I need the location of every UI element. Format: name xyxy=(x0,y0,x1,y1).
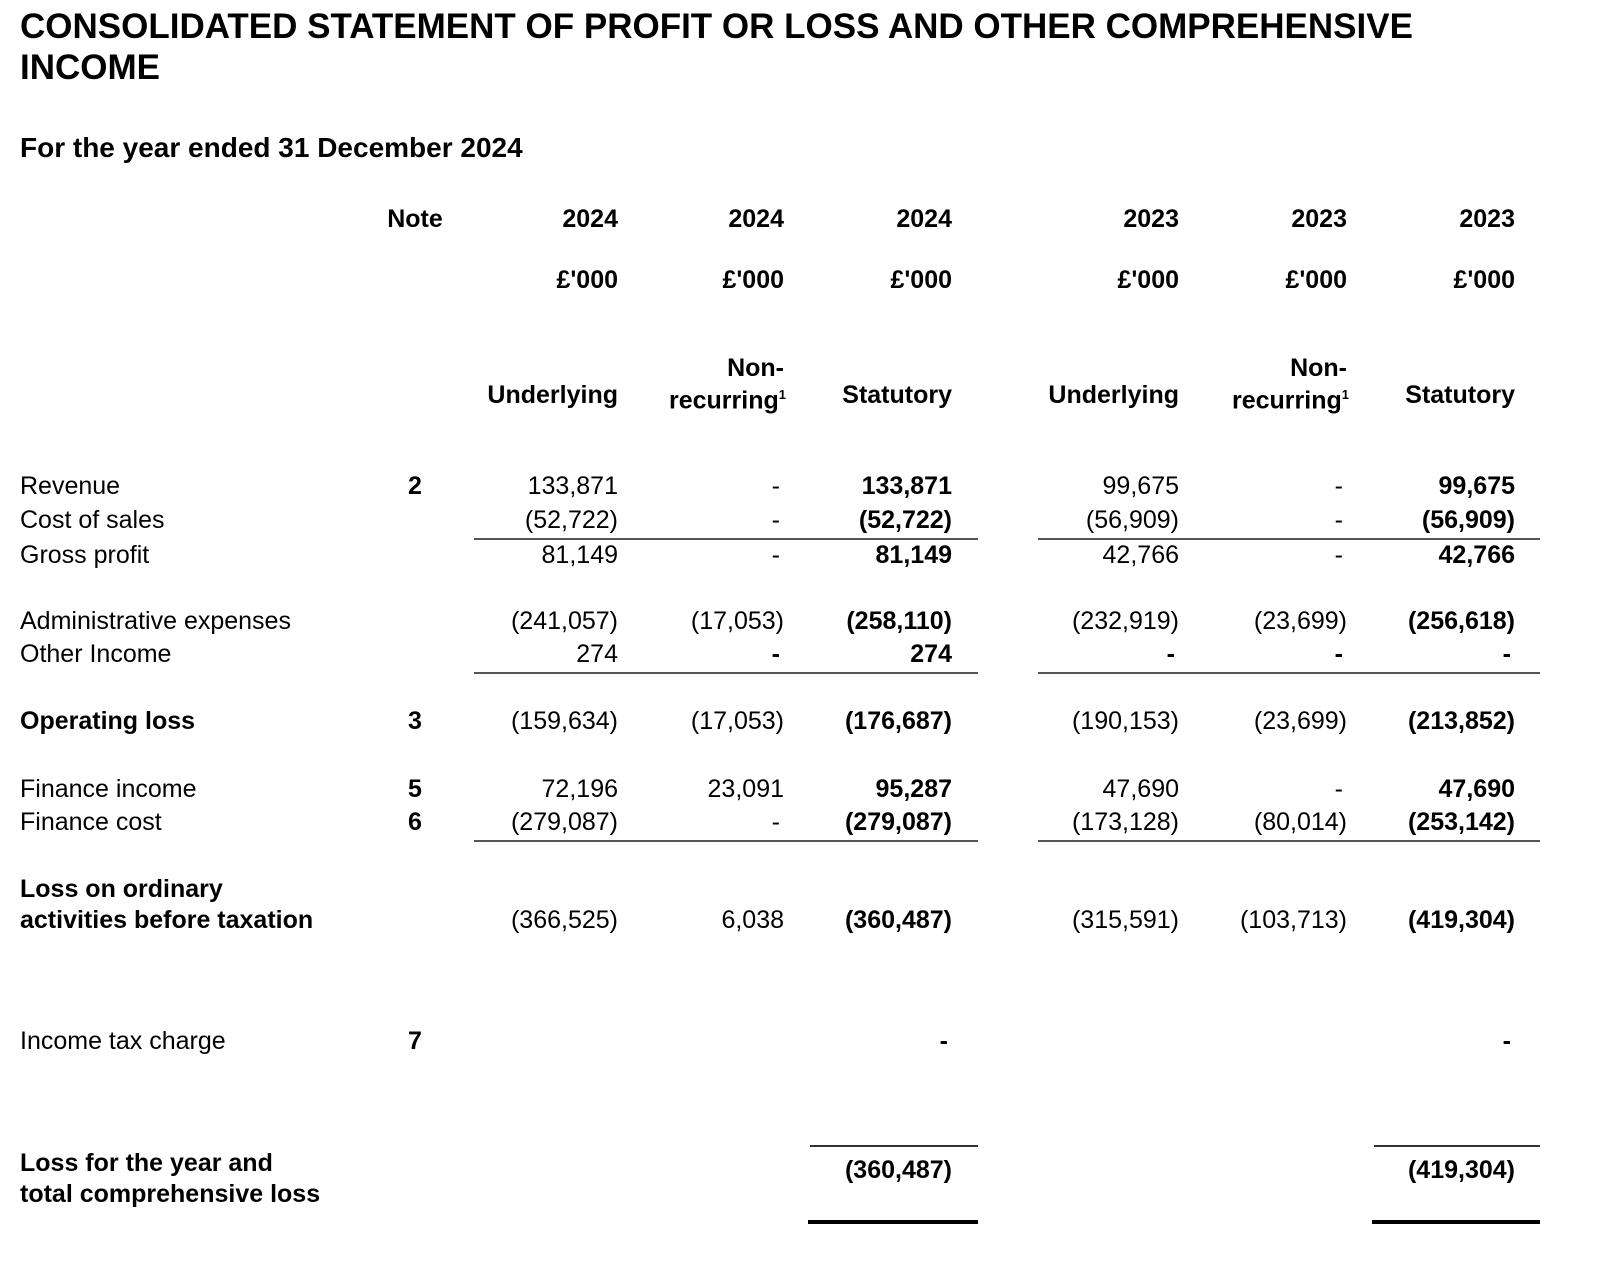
row-value-cell: 47,690 xyxy=(1438,775,1515,803)
row-value-cell: 72,196 xyxy=(541,775,618,803)
row-value-cell: (103,713) xyxy=(1239,906,1347,934)
row-value-cell: 99,675 xyxy=(1102,472,1179,500)
row-label: Operating loss xyxy=(20,707,196,735)
row-value-cell: 274 xyxy=(910,640,952,668)
column-year-header: 2024 xyxy=(728,205,784,233)
total-top-rule xyxy=(1374,1145,1540,1147)
row-note-ref: 7 xyxy=(408,1027,422,1055)
row-label: Loss for the year and xyxy=(20,1149,273,1177)
row-note-ref: 6 xyxy=(408,808,422,836)
row-label: Income tax charge xyxy=(20,1027,226,1055)
row-value-cell: - xyxy=(1334,640,1343,668)
column-type-header: Statutory xyxy=(842,381,952,409)
row-value-cell: 42,766 xyxy=(1438,541,1515,569)
row-label: Revenue xyxy=(20,472,121,500)
column-year-header: 2023 xyxy=(1459,205,1515,233)
row-label: activities before taxation xyxy=(20,906,314,934)
subtotal-rule xyxy=(474,840,978,842)
row-value-cell: - xyxy=(939,1027,948,1055)
row-value-cell: 99,675 xyxy=(1438,472,1515,500)
row-value-cell: 274 xyxy=(576,640,618,668)
row-value-cell: (80,014) xyxy=(1253,808,1347,836)
row-value-cell: (173,128) xyxy=(1071,808,1179,836)
row-value-cell: (258,110) xyxy=(846,607,952,635)
row-value-cell: - xyxy=(771,808,780,836)
column-currency-header: £'000 xyxy=(1453,266,1515,294)
total-bottom-rule xyxy=(1372,1220,1540,1224)
row-value-cell: (315,591) xyxy=(1071,906,1179,934)
row-value-cell: 81,149 xyxy=(541,541,618,569)
row-value-cell: (419,304) xyxy=(1407,1156,1515,1184)
row-value-cell: 133,871 xyxy=(861,472,952,500)
row-value-cell: (190,153) xyxy=(1071,707,1179,735)
footnote-marker: 1 xyxy=(1341,387,1349,402)
row-value-cell: (213,852) xyxy=(1407,707,1515,735)
row-value-cell: - xyxy=(1334,541,1343,569)
row-value-cell: 133,871 xyxy=(527,472,618,500)
row-value-cell: (56,909) xyxy=(1085,506,1179,534)
row-value-cell: - xyxy=(771,472,780,500)
subtotal-rule xyxy=(474,538,978,540)
row-note-ref: 2 xyxy=(408,472,422,500)
row-value-cell: - xyxy=(1166,640,1175,668)
column-currency-header: £'000 xyxy=(1285,266,1347,294)
column-year-header: 2023 xyxy=(1291,205,1347,233)
row-value-cell: (176,687) xyxy=(844,707,952,735)
row-value-cell: - xyxy=(1502,640,1511,668)
column-type-header: recurring$^1$ xyxy=(669,386,786,415)
row-value-cell: - xyxy=(771,640,780,668)
total-bottom-rule xyxy=(808,1220,978,1224)
row-value-cell: (360,487) xyxy=(844,906,952,934)
total-top-rule xyxy=(810,1145,978,1147)
row-value-cell: 42,766 xyxy=(1102,541,1179,569)
row-label: Finance cost xyxy=(20,808,162,836)
column-type-header-line1: Non- xyxy=(1290,354,1347,382)
row-note-ref: 3 xyxy=(408,707,422,735)
row-label: total comprehensive loss xyxy=(20,1180,321,1208)
row-value-cell: (56,909) xyxy=(1421,506,1515,534)
subtotal-rule xyxy=(1038,840,1540,842)
column-currency-header: £'000 xyxy=(890,266,952,294)
row-label: Cost of sales xyxy=(20,506,165,534)
row-label: Gross profit xyxy=(20,541,150,569)
row-value-cell: - xyxy=(1502,1027,1511,1055)
row-value-cell: 81,149 xyxy=(875,541,952,569)
subtotal-rule xyxy=(1038,672,1540,674)
row-value-cell: - xyxy=(771,541,780,569)
subtotal-rule xyxy=(1038,538,1540,540)
row-label: Administrative expenses xyxy=(20,607,291,635)
column-year-header: 2023 xyxy=(1123,205,1179,233)
note-column-header: Note xyxy=(387,205,443,233)
row-value-cell: 6,038 xyxy=(721,906,784,934)
row-label: Loss on ordinary xyxy=(20,875,223,903)
column-currency-header: £'000 xyxy=(556,266,618,294)
row-label: Other Income xyxy=(20,640,172,668)
row-note-ref: 5 xyxy=(408,775,422,803)
row-value-cell: 95,287 xyxy=(875,775,952,803)
row-value-cell: (52,722) xyxy=(524,506,618,534)
row-value-cell: (232,919) xyxy=(1071,607,1179,635)
row-value-cell: - xyxy=(1334,506,1343,534)
column-currency-header: £'000 xyxy=(722,266,784,294)
row-value-cell: (159,634) xyxy=(510,707,618,735)
row-value-cell: (17,053) xyxy=(690,707,784,735)
column-year-header: 2024 xyxy=(896,205,952,233)
row-value-cell: - xyxy=(771,506,780,534)
row-value-cell: 23,091 xyxy=(707,775,784,803)
row-value-cell: (366,525) xyxy=(510,906,618,934)
row-value-cell: 47,690 xyxy=(1102,775,1179,803)
row-value-cell: (360,487) xyxy=(844,1156,952,1184)
column-type-header: Underlying xyxy=(487,381,618,409)
row-value-cell: (52,722) xyxy=(858,506,952,534)
column-type-header-line1: Non- xyxy=(727,354,784,382)
row-value-cell: (253,142) xyxy=(1407,808,1515,836)
subtotal-rule xyxy=(474,672,978,674)
row-value-cell: (279,087) xyxy=(510,808,618,836)
statement-title: CONSOLIDATED STATEMENT OF PROFIT OR LOSS AND OTHER COMPREHENSIVE INCOME xyxy=(20,7,1413,87)
row-label: Finance income xyxy=(20,775,197,803)
column-currency-header: £'000 xyxy=(1117,266,1179,294)
row-value-cell: (17,053) xyxy=(690,607,784,635)
column-year-header: 2024 xyxy=(562,205,618,233)
row-value-cell: (256,618) xyxy=(1407,607,1515,635)
row-value-cell: (23,699) xyxy=(1253,707,1347,735)
footnote-marker: 1 xyxy=(778,387,786,402)
column-type-header: Statutory xyxy=(1405,381,1515,409)
column-type-header: Underlying xyxy=(1048,381,1179,409)
row-value-cell: - xyxy=(1334,775,1343,803)
row-value-cell: - xyxy=(1334,472,1343,500)
period-subtitle: For the year ended 31 December 2024 xyxy=(20,132,523,163)
row-value-cell: (23,699) xyxy=(1253,607,1347,635)
column-type-header: recurring$^1$ xyxy=(1232,386,1349,415)
row-value-cell: (419,304) xyxy=(1407,906,1515,934)
row-value-cell: (279,087) xyxy=(844,808,952,836)
row-value-cell: (241,057) xyxy=(510,607,618,635)
